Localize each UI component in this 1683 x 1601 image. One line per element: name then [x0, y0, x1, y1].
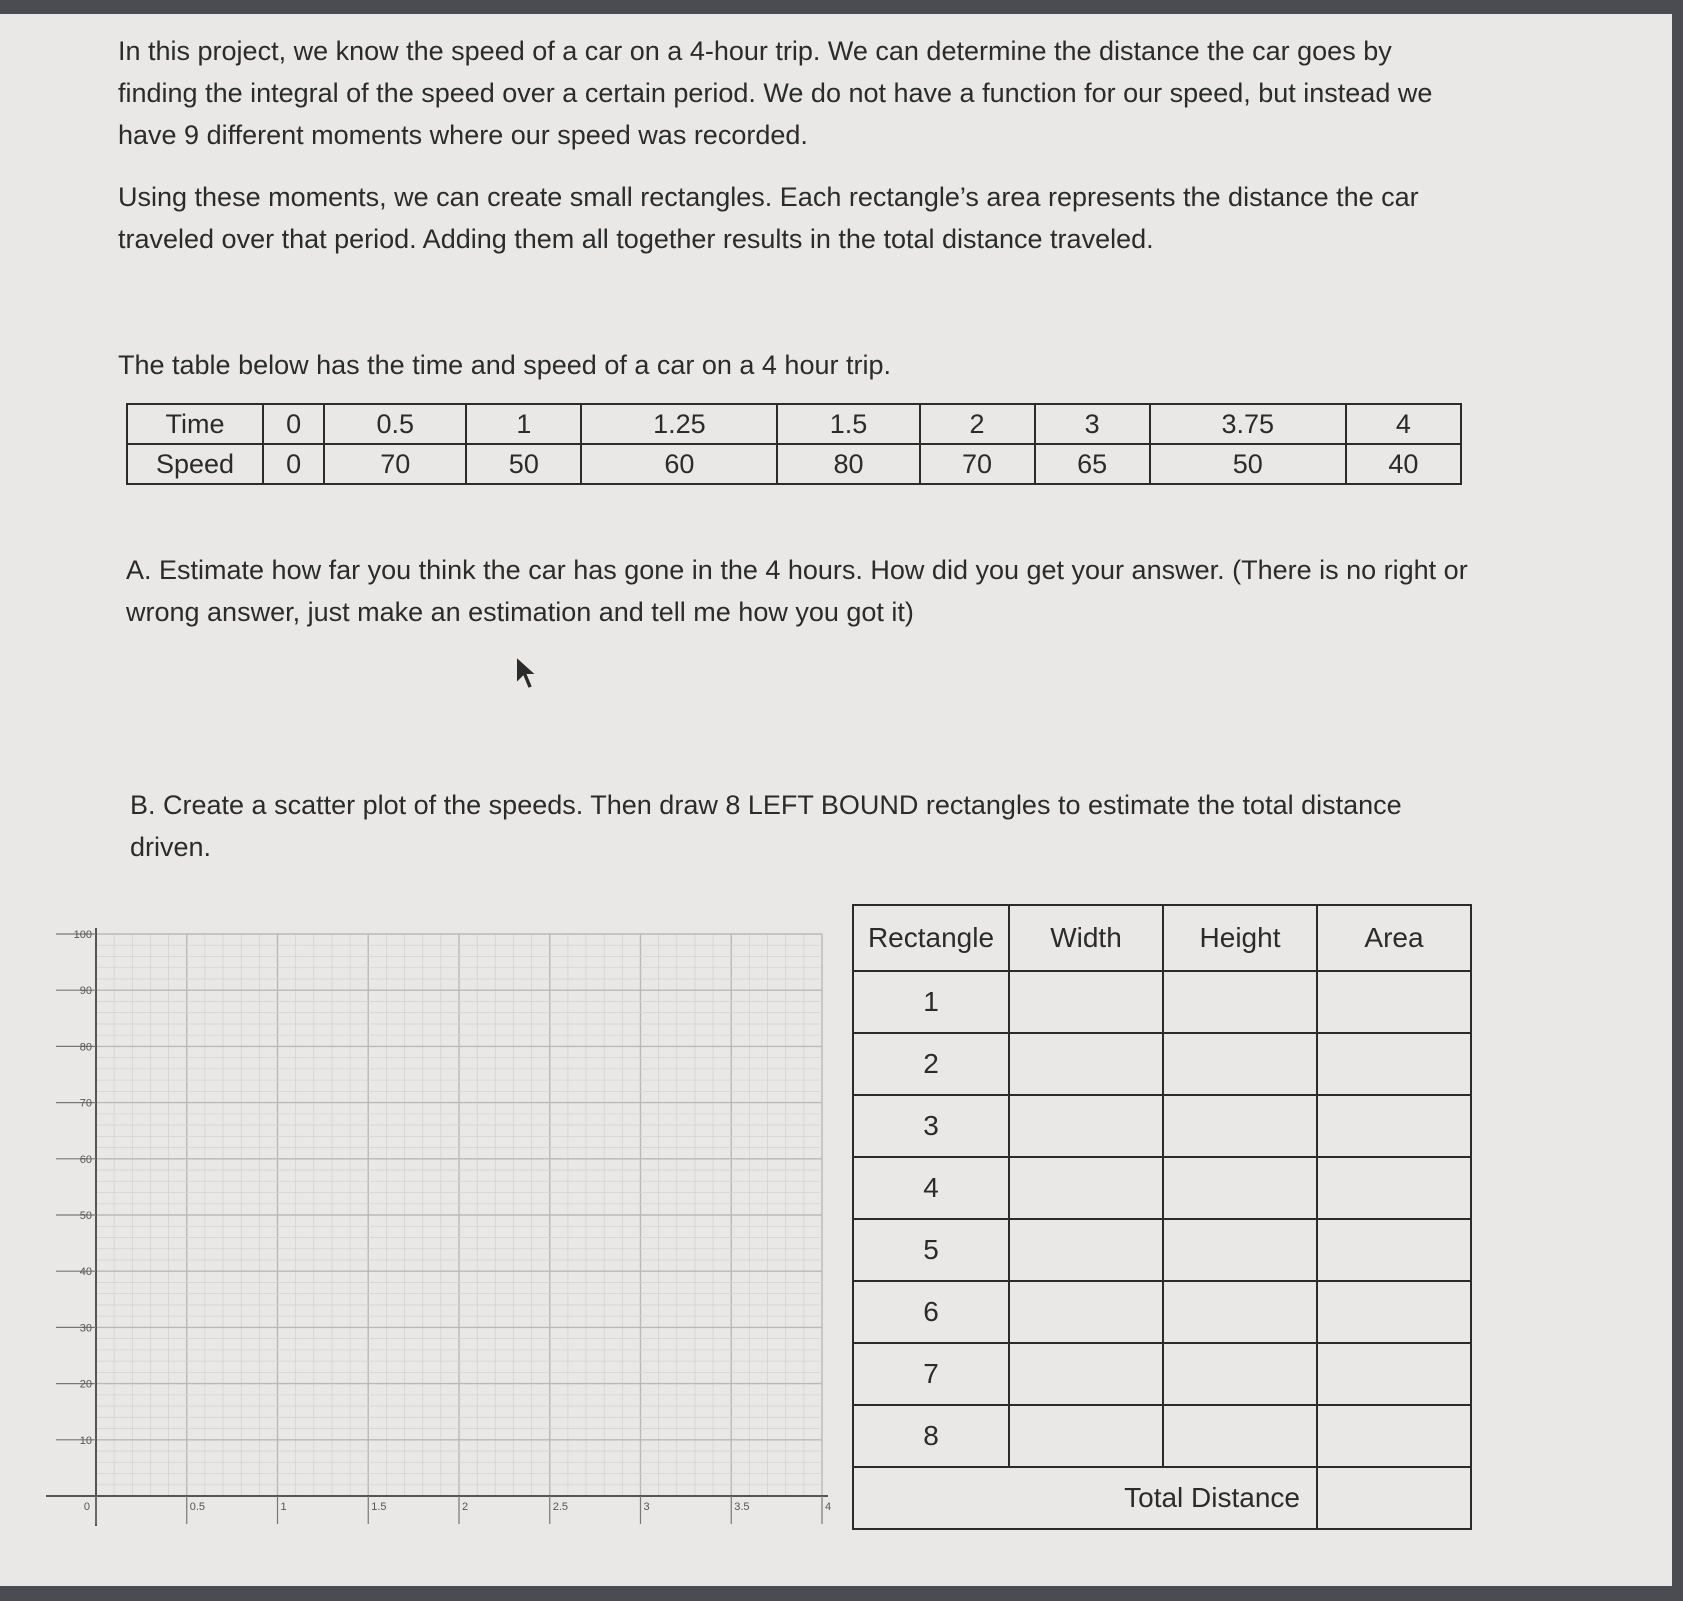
- rect-number: 8: [853, 1405, 1009, 1467]
- y-tick-label: 100: [73, 929, 92, 941]
- speed-cell: 50: [466, 444, 581, 484]
- time-cell: 0.5: [324, 404, 466, 444]
- y-tick-label: 40: [79, 1266, 92, 1279]
- y-tick-label: 50: [79, 1210, 92, 1222]
- width-cell[interactable]: [1009, 1095, 1163, 1157]
- height-cell[interactable]: [1163, 1281, 1317, 1343]
- rectangle-table: [852, 904, 1472, 1530]
- rect-number: 5: [853, 1219, 1009, 1281]
- speed-cell: 70: [920, 444, 1035, 484]
- y-tick-label: 10: [79, 1434, 92, 1447]
- area-cell[interactable]: [1317, 971, 1471, 1033]
- area-cell[interactable]: [1317, 1095, 1471, 1157]
- header-area: Area: [1317, 905, 1471, 971]
- question-b: B. Create a scatter plot of the speeds. Then draw 8 LEFT BOUND rectangles to estimate the total distance driven.: [130, 790, 1402, 862]
- question-a: A. Estimate how far you think the car has gone in the 4 hours. How did you get your answer. (There is no right or wrong answer, just make an estimation and tell me how you got it): [126, 555, 1468, 627]
- header-rectangle: Rectangle: [853, 905, 1009, 971]
- y-tick-label: 80: [79, 1041, 92, 1054]
- area-cell[interactable]: [1317, 1405, 1471, 1467]
- width-cell[interactable]: [1009, 1405, 1163, 1467]
- table-caption: The table below has the time and speed of a car on a 4 hour trip.: [118, 350, 891, 380]
- graph-paper-plot[interactable]: [36, 910, 836, 1530]
- x-tick-label: 3.5: [734, 1501, 750, 1513]
- rect-header-row: [853, 905, 1471, 971]
- time-cell: 3.75: [1150, 404, 1346, 444]
- area-cell[interactable]: [1317, 1157, 1471, 1219]
- table-row: [853, 1157, 1471, 1219]
- speed-cell: 60: [581, 444, 777, 484]
- time-cell: 3: [1035, 404, 1150, 444]
- time-label: Time: [127, 404, 263, 444]
- time-cell: 0: [263, 404, 324, 444]
- intro-paragraph-1: In this project, we know the speed of a car on a 4-hour trip. We can determine the distance the car goes by finding the integral of the speed over a certain period. We do not have a function for our speed, but instead we have 9 different moments where our speed was recorded.: [118, 36, 1433, 150]
- total-distance-cell[interactable]: [1317, 1467, 1471, 1529]
- speed-cell: 0: [263, 444, 324, 484]
- table-row: [853, 1033, 1471, 1095]
- time-row: [127, 404, 1461, 444]
- x-tick-label: 0.5: [189, 1501, 206, 1513]
- height-cell[interactable]: [1163, 971, 1317, 1033]
- header-width: Width: [1009, 905, 1163, 971]
- y-tick-label: 90: [79, 985, 92, 998]
- height-cell[interactable]: [1163, 1405, 1317, 1467]
- width-cell[interactable]: [1009, 1033, 1163, 1095]
- speed-cell: 70: [324, 444, 466, 484]
- speed-cell: 40: [1346, 444, 1461, 484]
- area-cell[interactable]: [1317, 1281, 1471, 1343]
- table-row: [853, 1095, 1471, 1157]
- table-row: [853, 1343, 1471, 1405]
- x-tick-label: 1: [280, 1501, 287, 1513]
- x-tick-label: 0: [83, 1501, 90, 1513]
- worksheet-page: [0, 14, 1672, 1586]
- y-tick-label: 20: [79, 1378, 92, 1391]
- time-speed-table: [126, 403, 1462, 485]
- width-cell[interactable]: [1009, 1219, 1163, 1281]
- x-tick-label: 2.5: [552, 1501, 569, 1513]
- time-cell: 1: [466, 404, 581, 444]
- rect-number: 2: [853, 1033, 1009, 1095]
- x-tick-label: 4: [825, 1501, 832, 1513]
- time-cell: 2: [920, 404, 1035, 444]
- height-cell[interactable]: [1163, 1219, 1317, 1281]
- x-tick-label: 1.5: [371, 1501, 387, 1513]
- rect-number: 6: [853, 1281, 1009, 1343]
- y-tick-label: 60: [79, 1153, 92, 1166]
- y-tick-label: 70: [79, 1097, 92, 1110]
- width-cell[interactable]: [1009, 1281, 1163, 1343]
- area-cell[interactable]: [1317, 1033, 1471, 1095]
- x-tick-label: 3: [643, 1501, 650, 1513]
- rect-number: 7: [853, 1343, 1009, 1405]
- y-tick-label: 30: [79, 1322, 92, 1335]
- mouse-pointer-icon: [514, 654, 540, 692]
- speed-cell: 65: [1035, 444, 1150, 484]
- table-row: [853, 1219, 1471, 1281]
- width-cell[interactable]: [1009, 1157, 1163, 1219]
- intro-paragraph-2: Using these moments, we can create small rectangles. Each rectangle’s area represents the distance the car traveled over that period. Adding them all together results in the total distance traveled.: [118, 182, 1419, 254]
- rect-number: 4: [853, 1157, 1009, 1219]
- height-cell[interactable]: [1163, 1343, 1317, 1405]
- table-row: [853, 971, 1471, 1033]
- x-tick-label: 2: [462, 1501, 469, 1513]
- speed-row: [127, 444, 1461, 484]
- height-cell[interactable]: [1163, 1095, 1317, 1157]
- time-cell: 1.25: [581, 404, 777, 444]
- area-cell[interactable]: [1317, 1343, 1471, 1405]
- table-row: [853, 1281, 1471, 1343]
- total-distance-label: Total Distance: [853, 1467, 1317, 1529]
- height-cell[interactable]: [1163, 1157, 1317, 1219]
- width-cell[interactable]: [1009, 1343, 1163, 1405]
- header-height: Height: [1163, 905, 1317, 971]
- height-cell[interactable]: [1163, 1033, 1317, 1095]
- table-row: [853, 1405, 1471, 1467]
- speed-label: Speed: [127, 444, 263, 484]
- total-row: [853, 1467, 1471, 1529]
- speed-cell: 80: [777, 444, 919, 484]
- rect-number: 3: [853, 1095, 1009, 1157]
- time-cell: 1.5: [777, 404, 919, 444]
- area-cell[interactable]: [1317, 1219, 1471, 1281]
- time-cell: 4: [1346, 404, 1461, 444]
- rect-number: 1: [853, 971, 1009, 1033]
- width-cell[interactable]: [1009, 971, 1163, 1033]
- speed-cell: 50: [1150, 444, 1346, 484]
